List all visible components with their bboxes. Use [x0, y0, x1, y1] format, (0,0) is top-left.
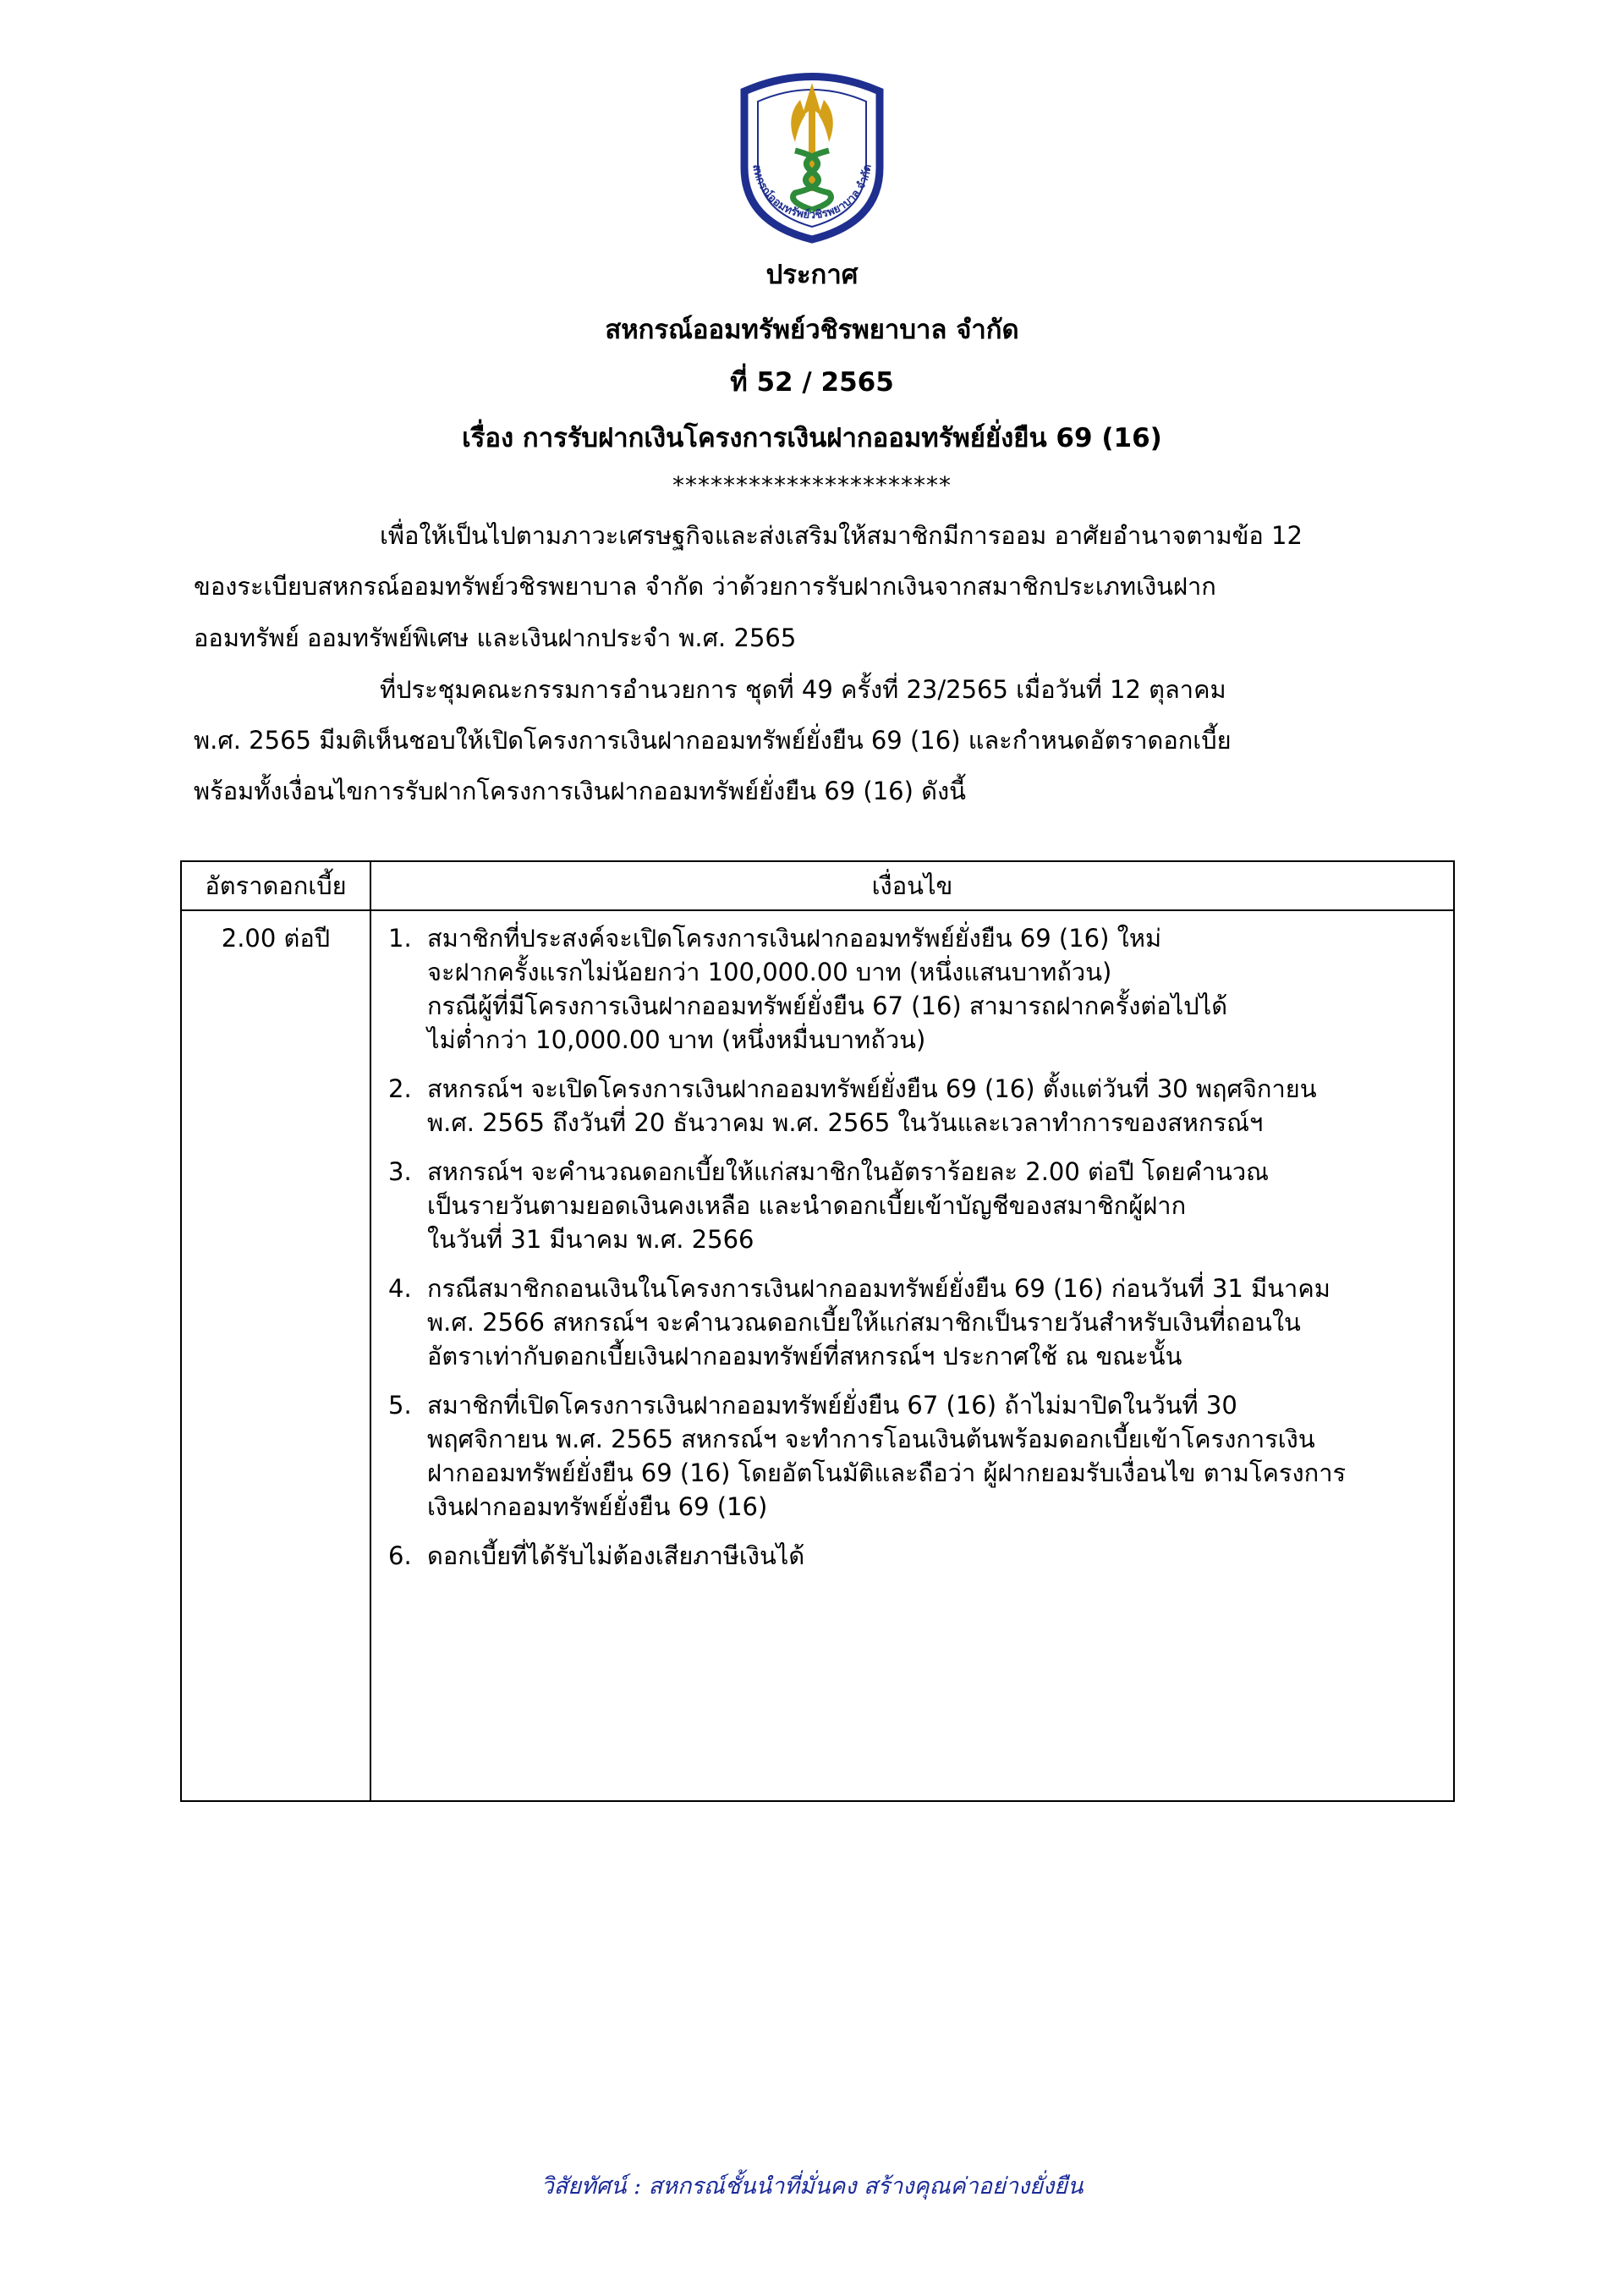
- condition-line: พ.ศ. 2565 ถึงวันที่ 20 ธันวาคม พ.ศ. 2565 ในวันและเวลาทำการของสหกรณ์ฯ: [427, 1108, 1264, 1137]
- table-row: [181, 910, 1454, 1801]
- condition-line: พ.ศ. 2566 สหกรณ์ฯ จะคำนวณดอกเบี้ยให้แก่สมาชิกเป็นรายวันสำหรับเงินที่ถอนใน: [427, 1308, 1301, 1337]
- condition-line: เป็นรายวันตามยอดเงินคงเหลือ และนำดอกเบี้ยเข้าบัญชีของสมาชิกผู้ฝาก: [427, 1191, 1187, 1220]
- condition-item-5: [388, 1388, 1453, 1524]
- condition-item-6: [388, 1539, 1453, 1573]
- organization-name: สหกรณ์ออมทรัพย์วชิรพยาบาล จำกัด: [605, 315, 1019, 345]
- paragraph-1-line-2: ของระเบียบสหกรณ์ออมทรัพย์วชิรพยาบาล จำกัด ว่าด้วยการรับฝากเงินจากสมาชิกประเภทเงินฝาก: [194, 572, 1216, 601]
- condition-line: อัตราเท่ากับดอกเบี้ยเงินฝากออมทรัพย์ที่สหกรณ์ฯ ประกาศใช้ ณ ขณะนั้น: [427, 1342, 1182, 1370]
- header-interest-rate: อัตราดอกเบี้ย: [181, 861, 370, 910]
- condition-line: ฝากออมทรัพย์ยั่งยืน 69 (16) โดยอัตโนมัติและถือว่า ผู้ฝากยอมรับเงื่อนไข ตามโครงการ: [427, 1458, 1347, 1487]
- condition-line: สหกรณ์ฯ จะคำนวณดอกเบี้ยให้แก่สมาชิกในอัตราร้อยละ 2.00 ต่อปี โดยคำนวณ: [427, 1157, 1270, 1186]
- conditions-table: [180, 860, 1455, 1802]
- condition-item-3: [388, 1155, 1453, 1256]
- condition-line: ในวันที่ 31 มีนาคม พ.ศ. 2566: [427, 1225, 754, 1254]
- condition-line: ไม่ต่ำกว่า 10,000.00 บาท (หนึ่งหมื่นบาทถ้วน): [427, 1025, 926, 1054]
- condition-number: 4.: [388, 1274, 412, 1303]
- condition-line: สมาชิกที่เปิดโครงการเงินฝากออมทรัพย์ยั่งยืน 67 (16) ถ้าไม่มาปิดในวันที่ 30: [427, 1391, 1237, 1420]
- announcement-subject: เรื่อง การรับฝากเงินโครงการเงินฝากออมทรัพย์ยั่งยืน 69 (16): [462, 423, 1162, 453]
- paragraph-2-line-1: ที่ประชุมคณะกรรมการอำนวยการ ชุดที่ 49 ครั้งที่ 23/2565 เมื่อวันที่ 12 ตุลาคม: [380, 675, 1226, 704]
- vision-footer: วิสัยทัศน์ : สหกรณ์ชั้นนำที่มั่นคง สร้างคุณค่าอย่างยั่งยืน: [540, 2173, 1084, 2200]
- condition-line: สมาชิกที่ประสงค์จะเปิดโครงการเงินฝากออมทรัพย์ยั่งยืน 69 (16) ใหม่: [427, 924, 1162, 953]
- condition-item-4: [388, 1272, 1453, 1373]
- paragraph-1-line-1: เพื่อให้เป็นไปตามภาวะเศรษฐกิจและส่งเสริมให้สมาชิกมีการออม อาศัยอำนาจตามข้อ 12: [380, 521, 1303, 550]
- header-conditions: เงื่อนไข: [370, 861, 1454, 910]
- interest-rate-value: 2.00 ต่อปี: [181, 910, 370, 1801]
- table-header-row: [181, 861, 1454, 910]
- separator-stars: **********************: [672, 471, 952, 499]
- paragraph-2-line-3: พร้อมทั้งเงื่อนไขการรับฝากโครงการเงินฝากออมทรัพย์ยั่งยืน 69 (16) ดังนี้: [194, 777, 966, 805]
- condition-number: 2.: [388, 1074, 412, 1103]
- condition-line: ดอกเบี้ยที่ได้รับไม่ต้องเสียภาษีเงินได้: [427, 1541, 805, 1570]
- announcement-title: ประกาศ: [765, 260, 859, 290]
- conditions-list: [370, 910, 1454, 1801]
- condition-number: 1.: [388, 924, 412, 953]
- condition-line: พฤศจิกายน พ.ศ. 2565 สหกรณ์ฯ จะทำการโอนเงินต้นพร้อมดอกเบี้ยเข้าโครงการเงิน: [427, 1425, 1315, 1453]
- paragraph-2-line-2: พ.ศ. 2565 มีมติเห็นชอบให้เปิดโครงการเงินฝากออมทรัพย์ยั่งยืน 69 (16) และกำหนดอัตราดอกเบี้ย: [194, 726, 1232, 755]
- condition-number: 5.: [388, 1391, 412, 1420]
- condition-number: 6.: [388, 1541, 412, 1570]
- condition-number: 3.: [388, 1157, 412, 1186]
- cooperative-logo: [727, 66, 897, 244]
- condition-line: เงินฝากออมทรัพย์ยั่งยืน 69 (16): [427, 1492, 768, 1521]
- announcement-number: ที่ 52 / 2565: [730, 367, 894, 398]
- paragraph-1-line-3: ออมทรัพย์ ออมทรัพย์พิเศษ และเงินฝากประจำ พ.ศ. 2565: [194, 623, 797, 652]
- condition-line: กรณีสมาชิกถอนเงินในโครงการเงินฝากออมทรัพย์ยั่งยืน 69 (16) ก่อนวันที่ 31 มีนาคม: [427, 1274, 1330, 1303]
- condition-item-1: [388, 921, 1453, 1057]
- condition-line: สหกรณ์ฯ จะเปิดโครงการเงินฝากออมทรัพย์ยั่งยืน 69 (16) ตั้งแต่วันที่ 30 พฤศจิกายน: [427, 1074, 1317, 1103]
- condition-line: จะฝากครั้งแรกไม่น้อยกว่า 100,000.00 บาท (หนึ่งแสนบาทถ้วน): [427, 958, 1112, 986]
- condition-line: กรณีผู้ที่มีโครงการเงินฝากออมทรัพย์ยั่งยืน 67 (16) สามารถฝากครั้งต่อไปได้: [427, 991, 1228, 1020]
- logo-text: สหกรณ์ออมทรัพย์วชิรพยาบาล จำกัด: [749, 163, 875, 222]
- condition-item-2: [388, 1072, 1453, 1140]
